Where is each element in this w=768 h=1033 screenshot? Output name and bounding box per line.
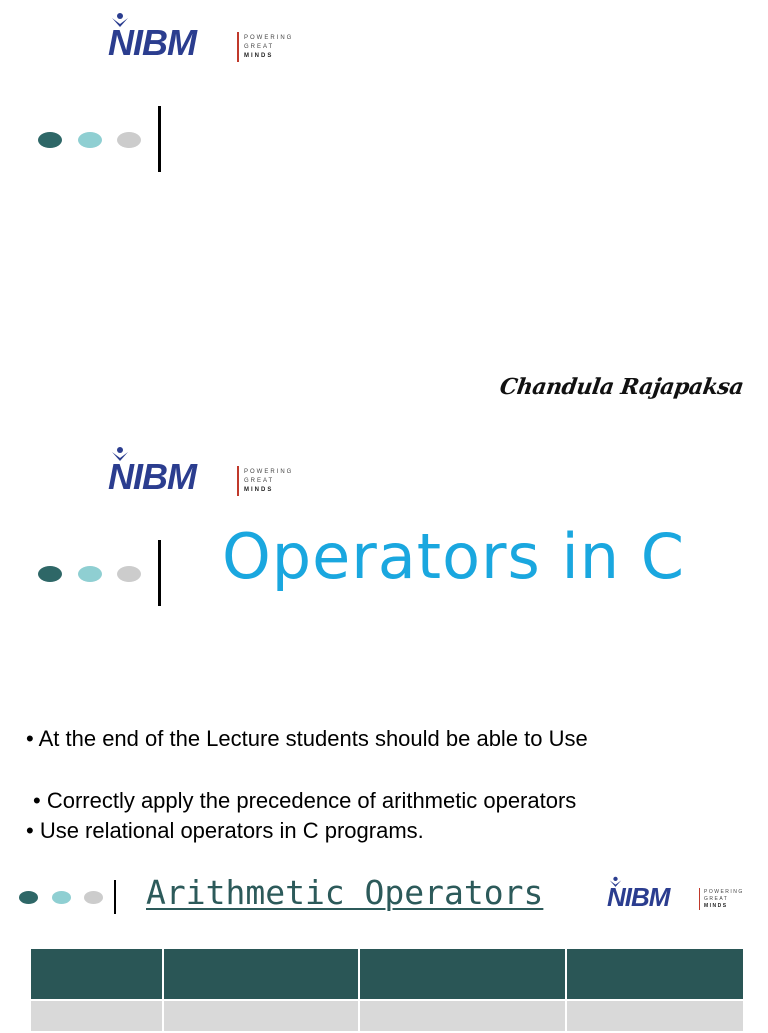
dot-dark: [38, 566, 62, 582]
dot-gray: [117, 132, 141, 148]
nibm-logo: [108, 12, 308, 62]
author-signature: Chandula Rajapaksa: [498, 374, 746, 400]
table-row: [30, 1000, 744, 1032]
table-cell: [359, 1000, 566, 1032]
operators-table: [29, 947, 745, 1033]
vertical-bar: [158, 106, 161, 172]
logo-separator: [237, 466, 239, 496]
dot-dark: [38, 132, 62, 148]
dot-gray: [117, 566, 141, 582]
logo-tagline: POWERING GREAT MINDS: [244, 35, 294, 59]
logo-word: NIBM: [607, 882, 670, 912]
logo-separator: [237, 32, 239, 62]
nibm-logo: [108, 446, 308, 496]
dot-light: [52, 891, 71, 904]
vertical-bar: [114, 880, 116, 914]
dot-light: [78, 566, 102, 582]
objective-item: • Correctly apply the precedence of arithmetic operators: [33, 788, 577, 813]
dot-light: [78, 132, 102, 148]
logo-word: NIBM: [108, 456, 196, 497]
objective-item: • Use relational operators in C programs.: [26, 818, 424, 843]
dot-gray: [84, 891, 103, 904]
table-header-cell: [566, 948, 744, 1000]
table-header-cell: [30, 948, 163, 1000]
table-header-cell: [163, 948, 359, 1000]
logo-word: NIBM: [108, 22, 196, 63]
logo-separator: [699, 888, 700, 910]
table-header-row: [30, 948, 744, 1000]
vertical-bar: [158, 540, 161, 606]
objective-intro: • At the end of the Lecture students should be able to Use: [26, 726, 588, 751]
table-cell: [566, 1000, 744, 1032]
table-cell: [30, 1000, 163, 1032]
logo-tagline: POWERING GREAT MINDS: [704, 889, 744, 909]
nibm-logo: [607, 876, 747, 912]
section-title: Arithmetic Operators: [146, 873, 544, 912]
logo-tagline: POWERING GREAT MINDS: [244, 469, 294, 493]
table-header-cell: [359, 948, 566, 1000]
table-cell: [163, 1000, 359, 1032]
dot-dark: [19, 891, 38, 904]
slide-title: Operators in C: [222, 520, 686, 593]
